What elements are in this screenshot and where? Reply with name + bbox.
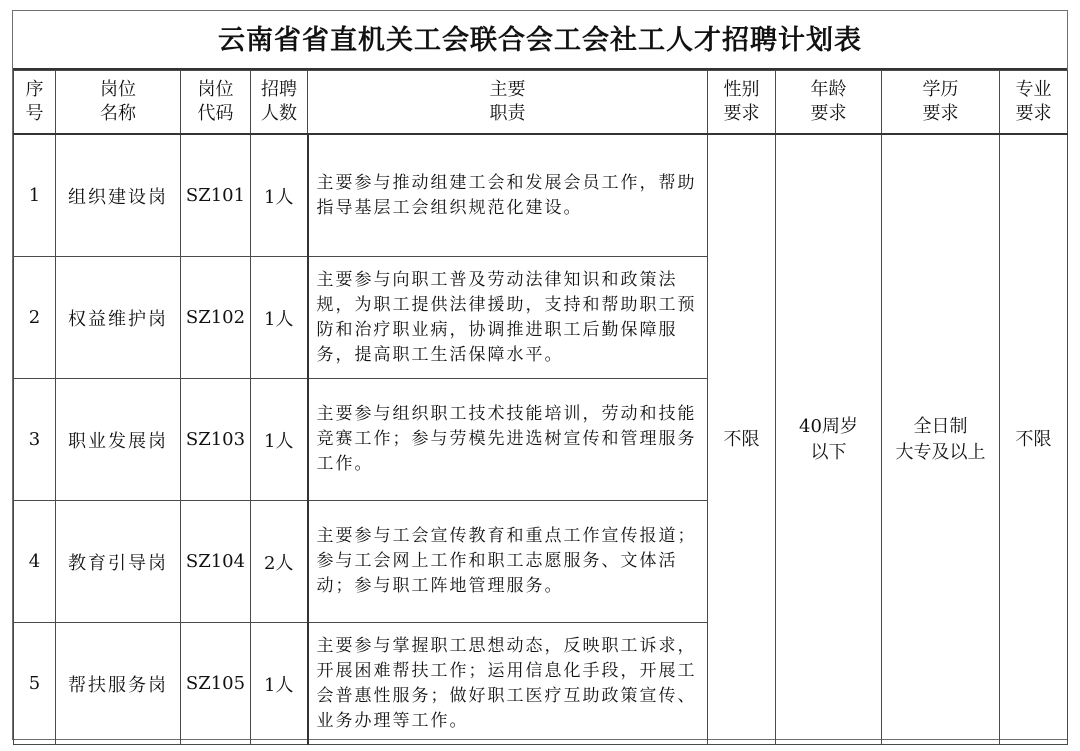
major-requirement: 不限 [1000,134,1068,745]
row-headcount: 2人 [251,501,308,623]
row-position-name: 教育引导岗 [56,501,181,623]
header-age-req: 年龄 要求 [776,71,882,135]
header-headcount: 招聘 人数 [251,71,308,135]
row-seq: 3 [14,379,56,501]
header-seq: 序 号 [14,71,56,135]
table-row [14,134,1068,257]
header-duties: 主要 职责 [308,71,708,135]
row-headcount: 1人 [251,623,308,745]
row-position-code: SZ102 [181,257,251,379]
education-requirement: 全日制 大专及以上 [882,134,1000,745]
row-headcount: 1人 [251,379,308,501]
row-seq: 2 [14,257,56,379]
table-header-row [14,71,1068,135]
row-duties: 主要参与工会宣传教育和重点工作宣传报道；参与工会网上工作和职工志愿服务、文体活动；参与职工阵地管理服务。 [308,501,708,623]
recruitment-table [13,70,1068,745]
row-position-name: 组织建设岗 [56,134,181,257]
age-requirement: 40周岁 以下 [776,134,882,745]
row-seq: 5 [14,623,56,745]
row-duties: 主要参与组织职工技术技能培训，劳动和技能竞赛工作；参与劳模先进选树宣传和管理服务工作。 [308,379,708,501]
row-position-name: 权益维护岗 [56,257,181,379]
gender-requirement: 不限 [708,134,776,745]
header-position-name: 岗位 名称 [56,71,181,135]
header-gender-req: 性别 要求 [708,71,776,135]
row-position-name: 职业发展岗 [56,379,181,501]
row-position-code: SZ103 [181,379,251,501]
row-position-code: SZ101 [181,134,251,257]
header-position-code: 岗位 代码 [181,71,251,135]
row-position-code: SZ104 [181,501,251,623]
header-education-req: 学历 要求 [882,71,1000,135]
page-title: 云南省省直机关工会联合会工会社工人才招聘计划表 [13,11,1067,70]
row-position-code: SZ105 [181,623,251,745]
row-seq: 4 [14,501,56,623]
row-duties: 主要参与推动组建工会和发展会员工作，帮助指导基层工会组织规范化建设。 [308,134,708,257]
header-major-req: 专业 要求 [1000,71,1068,135]
row-seq: 1 [14,134,56,257]
row-duties: 主要参与向职工普及劳动法律知识和政策法规，为职工提供法律援助，支持和帮助职工预防和治疗职业病，协调推进职工后勤保障服务，提高职工生活保障水平。 [308,257,708,379]
row-duties: 主要参与掌握职工思想动态，反映职工诉求，开展困难帮扶工作；运用信息化手段，开展工会普惠性服务；做好职工医疗互助政策宣传、业务办理等工作。 [308,623,708,745]
row-headcount: 1人 [251,257,308,379]
row-position-name: 帮扶服务岗 [56,623,181,745]
row-headcount: 1人 [251,134,308,257]
recruitment-plan-sheet [12,10,1068,740]
